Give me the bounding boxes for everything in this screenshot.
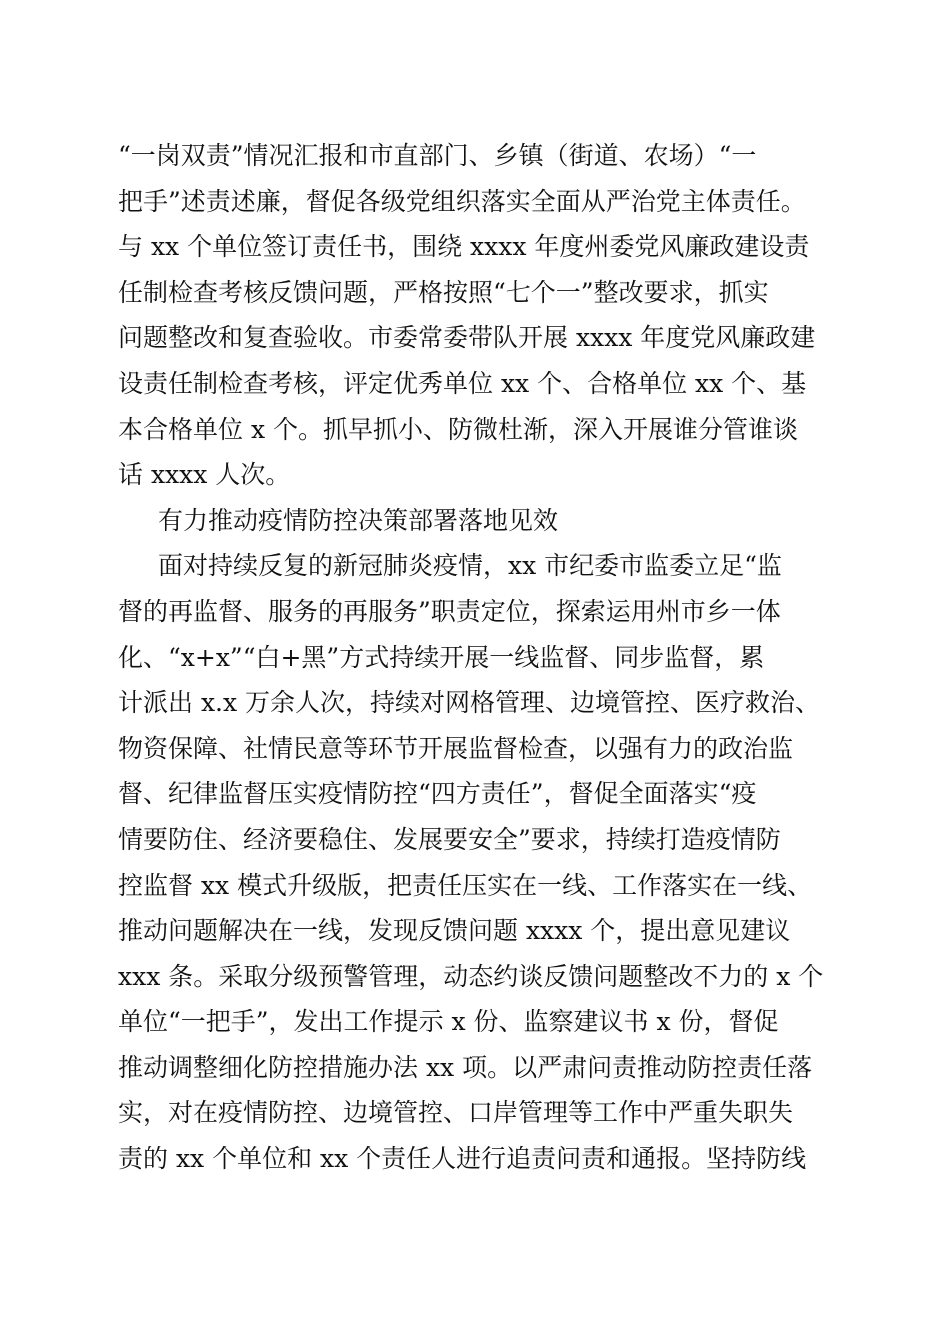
text-line: 情要防住、经济要稳住、发展要安全”要求，持续打造疫情防: [118, 824, 781, 854]
text-line: 本合格单位 x 个。抓早抓小、防微杜渐，深入开展谁分管谁谈: [118, 414, 798, 444]
text-line: 设责任制检查考核，评定优秀单位 xx 个、合格单位 xx 个、基: [118, 368, 807, 398]
text-line: 计派出 x.x 万余人次，持续对网格管理、边境管控、医疗救治、: [118, 688, 821, 718]
text-line: “一岗双责”情况汇报和市直部门、乡镇（街道、农场）“一: [118, 141, 757, 170]
text-line: 推动问题解决在一线，发现反馈问题 xxxx 个，提出意见建议: [118, 916, 791, 946]
text-line: 实，对在疫情防控、边境管控、口岸管理等工作中严重失职失: [118, 1098, 794, 1128]
text-line: 督的再监督、服务的再服务”职责定位，探索运用州市乡一体: [118, 596, 781, 626]
text-line: 问题整改和复查验收。市委常委带队开展 xxxx 年度党风廉政建: [118, 323, 816, 353]
text-line: 任制检查考核反馈问题，严格按照“七个一”整改要求，抓实: [118, 277, 769, 307]
text-line: 单位“一把手”，发出工作提示 x 份、监察建议书 x 份，督促: [118, 1007, 779, 1037]
text-line: 与 xx 个单位签订责任书，围绕 xxxx 年度州委党风廉政建设责: [118, 232, 810, 262]
paragraph-responsibility: [118, 133, 832, 498]
section-heading: 有力推动疫情防控决策部署落地见效: [158, 505, 559, 535]
text-line: 把手”述责述廉，督促各级党组织落实全面从严治党主体责任。: [118, 186, 806, 216]
text-line: 推动调整细化防控措施办法 xx 项。以严肃问责推动防控责任落: [118, 1052, 813, 1082]
text-line: 控监督 xx 模式升级版，把责任压实在一线、工作落实在一线、: [118, 870, 813, 900]
document-body: [118, 133, 832, 1182]
text-line: xxx 条。采取分级预警管理，动态约谈反馈问题整改不力的 x 个: [118, 961, 824, 991]
text-line: 物资保障、社情民意等环节开展监督检查，以强有力的政治监: [118, 733, 794, 763]
text-line: 责的 xx 个单位和 xx 个责任人进行追责问责和通报。坚持防线: [118, 1144, 807, 1174]
text-line: 化、“x+x”“白+黑”方式持续开展一线监督、同步监督，累: [118, 642, 765, 672]
text-line: 话 xxxx 人次。: [118, 460, 291, 490]
text-line: 督、纪律监督压实疫情防控“四方责任”，督促全面落实“疫: [118, 779, 757, 809]
paragraph-epidemic-supervision: [118, 543, 832, 1181]
text-line: 面对持续反复的新冠肺炎疫情，xx 市纪委市监委立足“监: [158, 551, 782, 581]
